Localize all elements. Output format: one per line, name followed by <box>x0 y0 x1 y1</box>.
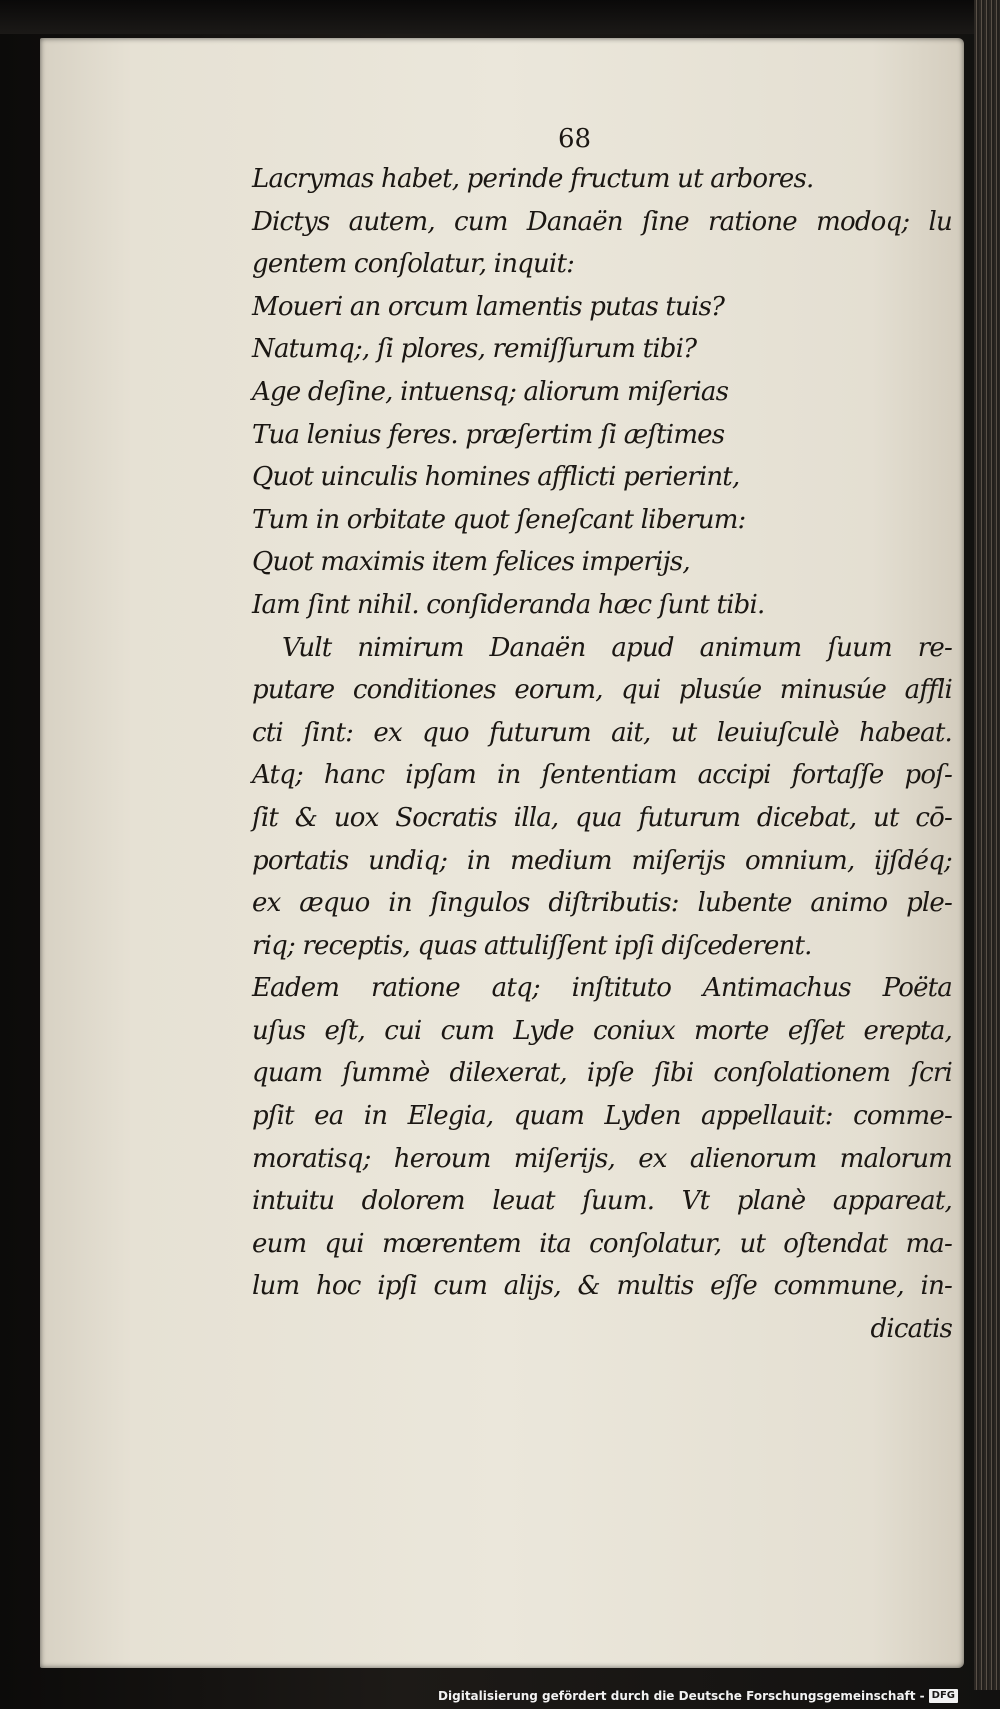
text-line-18: ex æquo in ſingulos diſtributis: lubente animo ple- <box>252 888 952 919</box>
text-line-21: uſus eſt, cui cum Lyde coniux morte eſſet erepta, <box>252 1015 952 1046</box>
text-line-17: portatis undiq; in medium miſerijs omnium, ijſdéq; <box>252 845 952 876</box>
text-line-16: ſit & uox Socratis illa, qua futurum dicebat, ut cō- <box>252 802 952 833</box>
text-line-15: Atq; hanc ipſam in ſententiam accipi fortaſſe poſ- <box>252 760 952 791</box>
text-line-5: Natumq;, ſi plores, remiſſurum tibi? <box>252 334 697 365</box>
text-line-11: Iam ſint nihil. conſideranda hæc ſunt tibi. <box>252 589 765 620</box>
text-line-20: Eadem ratione atq; inſtituto Antimachus Poëta <box>252 973 952 1004</box>
text-line-22: quam ſummè dilexerat, ipſe ſibi conſolationem ſcri <box>252 1058 952 1089</box>
text-line-9: Tum in orbitate quot ſeneſcant liberum: <box>252 504 746 535</box>
text-line-6: Age deſine, intuensq; aliorum miſerias <box>252 376 729 407</box>
text-line-1: Lacrymas habet, perinde fructum ut arbores. <box>252 164 814 194</box>
text-line-7: Tua lenius feres. præſertim ſi æſtimes <box>252 419 725 450</box>
text-line-24: moratisq; heroum miſerijs, ex alienorum malorum <box>252 1143 952 1174</box>
text-line-2: Dictys autem, cum Danaën ſine ratione modoq; lu <box>252 206 952 237</box>
credit-text: Digitalisierung gefördert durch die Deutsche Forschungsgemeinschaft - <box>438 1689 925 1703</box>
text-line-3: gentem conſolatur, inquit: <box>252 249 575 280</box>
text-line-14: cti ſint: ex quo futurum ait, ut leuiuſculè habeat. <box>252 717 952 748</box>
text-line-10: Quot maximis item felices imperijs, <box>252 547 690 578</box>
text-line-27: lum hoc ipſi cum alijs, & multis eſſe commune, in- <box>252 1271 952 1302</box>
digitization-credit <box>438 1689 958 1703</box>
text-line-23: pſit ea in Elegia, quam Lyden appellauit: comme- <box>252 1101 952 1132</box>
text-line-8: Quot uinculis homines afflicti perierint, <box>252 462 740 493</box>
text-line-25: intuitu dolorem leuat ſuum. Vt planè appareat, <box>252 1186 952 1217</box>
text-line-13: putare conditiones eorum, qui plusúe minusúe affli <box>252 675 952 706</box>
text-line-4: Moueri an orcum lamentis putas tuis? <box>252 291 725 322</box>
page-number: 68 <box>558 124 592 154</box>
dfg-logo: DFG <box>929 1689 958 1703</box>
body-text <box>252 158 952 1351</box>
catchword: dicatis <box>870 1314 952 1345</box>
text-line-12: Vult nimirum Danaën apud animum ſuum re- <box>282 632 952 663</box>
text-line-19: riq; receptis, quas attuliſſent ipſi diſcederent. <box>252 930 812 961</box>
book-top-edge <box>0 0 1000 34</box>
text-line-26: eum qui mœrentem ita conſolatur, ut oſtendat ma- <box>252 1228 952 1259</box>
book-page-edges <box>974 0 1000 1690</box>
